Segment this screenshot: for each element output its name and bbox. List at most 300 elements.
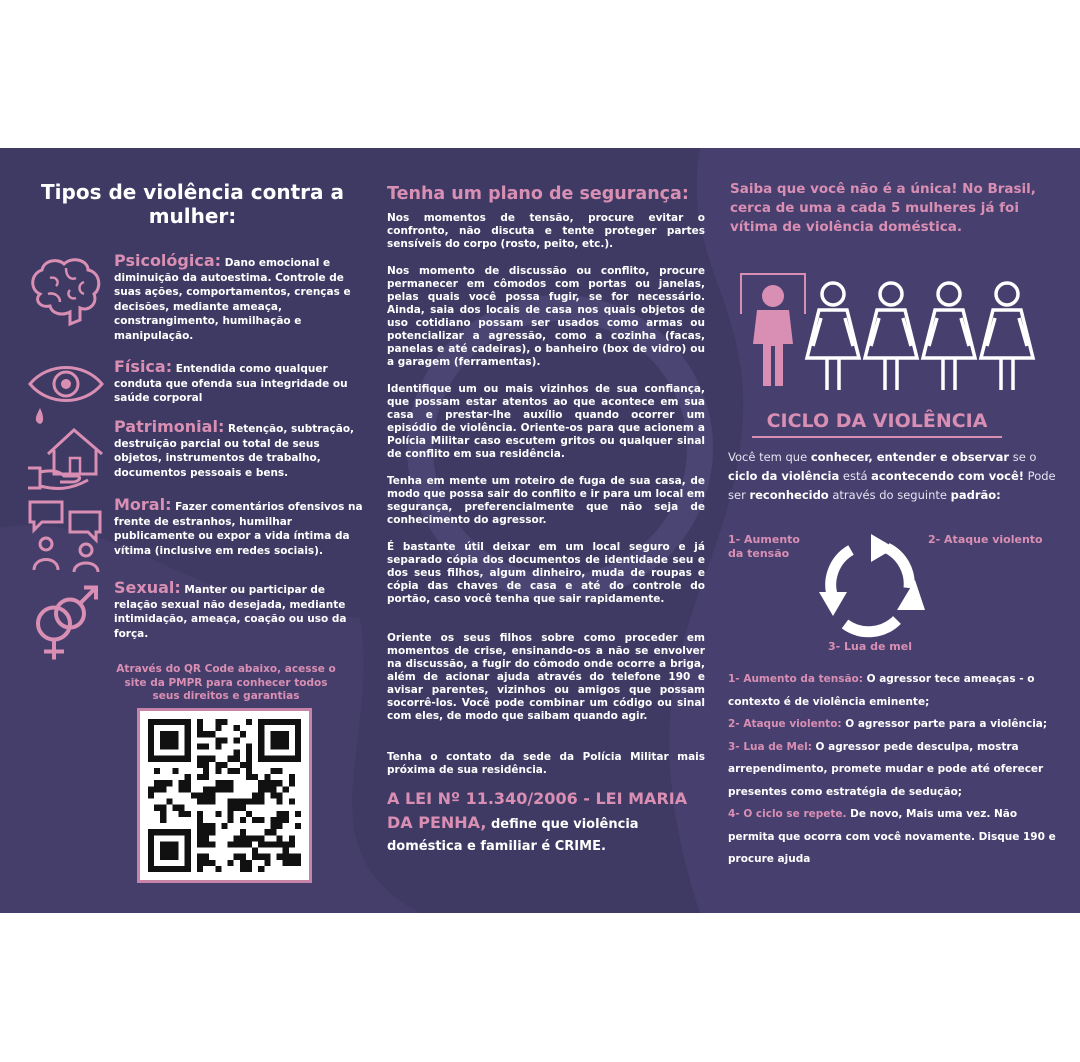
gender-symbols-icon bbox=[26, 581, 106, 666]
qr-module bbox=[295, 811, 301, 817]
qr-module bbox=[148, 854, 154, 860]
qr-module bbox=[197, 774, 203, 780]
qr-module bbox=[246, 743, 252, 749]
qr-module bbox=[258, 780, 264, 786]
qr-module bbox=[172, 737, 178, 743]
qr-module bbox=[283, 743, 289, 749]
qr-module bbox=[283, 848, 289, 854]
qr-module bbox=[197, 866, 203, 872]
qr-module bbox=[148, 719, 154, 725]
qr-module bbox=[148, 725, 154, 731]
qr-module bbox=[258, 756, 264, 762]
qr-module bbox=[215, 780, 221, 786]
qr-module bbox=[148, 866, 154, 872]
qr-module bbox=[295, 719, 301, 725]
qr-module bbox=[148, 743, 154, 749]
qr-module bbox=[270, 731, 276, 737]
qr-module bbox=[277, 792, 283, 798]
qr-module bbox=[166, 799, 172, 805]
qr-module bbox=[172, 829, 178, 835]
qr-module bbox=[295, 854, 301, 860]
safety-plan-paragraph: Identifique um ou mais vizinhos de sua confiança, que possam estar atentos ao que acontece em sua casa e prestar-lhe auxílio quando ocorrer um episódio de violência. Oriente-os para que acionem a Polícia Militar caso escutem gritos ou qualquer sinal de conflito em sua residência. bbox=[387, 383, 705, 460]
safety-plan-paragraph: Nos momentos de tensão, procure evitar o confronto, não discuta e tente proteger partes sensíveis do corpo (rosto, peito, etc.). bbox=[387, 212, 705, 250]
qr-module bbox=[166, 756, 172, 762]
qr-module bbox=[197, 762, 203, 768]
qr-module bbox=[283, 841, 289, 847]
safety-plan-paragraph: É bastante útil deixar em um local seguro e já separado cópia dos documentos de identidade seu e dos seus filhos, algum dinheiro, muda de roupas e cópia das chaves de casa e até do controle do portão, caso você tenha que sair rapidamente. bbox=[387, 541, 705, 605]
qr-module bbox=[148, 792, 154, 798]
qr-module bbox=[270, 841, 276, 847]
qr-module bbox=[270, 786, 276, 792]
qr-module bbox=[295, 750, 301, 756]
qr-module bbox=[203, 762, 209, 768]
qr-module bbox=[172, 854, 178, 860]
violence-type-description: Entendida como qualquer conduta que ofenda sua integridade ou saúde corporal bbox=[114, 363, 348, 404]
qr-module bbox=[240, 829, 246, 835]
cycle-intro: Você tem que conhecer, entender e observar se o ciclo da violência está acontecendo com você! Pode ser reconhecido através do seguinte padrão: bbox=[728, 450, 1056, 502]
qr-module bbox=[270, 823, 276, 829]
qr-module bbox=[240, 860, 246, 866]
phase-label-attack: 2- Ataque violento bbox=[928, 533, 1043, 546]
violence-types-column bbox=[0, 148, 370, 913]
qr-module bbox=[209, 792, 215, 798]
qr-module bbox=[166, 743, 172, 749]
cycle-arrows-icon bbox=[805, 528, 935, 643]
qr-module bbox=[185, 780, 191, 786]
qr-module bbox=[258, 731, 264, 737]
qr-module bbox=[154, 866, 160, 872]
qr-module bbox=[295, 725, 301, 731]
qr-module bbox=[166, 854, 172, 860]
qr-module bbox=[264, 780, 270, 786]
qr-module bbox=[148, 756, 154, 762]
qr-module bbox=[154, 786, 160, 792]
qr-module bbox=[148, 829, 154, 835]
qr-module bbox=[277, 841, 283, 847]
violence-type-name: Psicológica: bbox=[114, 251, 222, 270]
qr-module bbox=[270, 743, 276, 749]
qr-module bbox=[240, 866, 246, 872]
qr-module bbox=[148, 835, 154, 841]
qr-module bbox=[172, 768, 178, 774]
qr-module bbox=[154, 780, 160, 786]
qr-module bbox=[197, 743, 203, 749]
qr-module bbox=[197, 817, 203, 823]
woman-figure-outline bbox=[865, 283, 917, 390]
woman-figure-highlighted bbox=[753, 285, 793, 386]
qr-module bbox=[148, 731, 154, 737]
qr-module bbox=[277, 817, 283, 823]
qr-module bbox=[166, 737, 172, 743]
qr-module bbox=[215, 866, 221, 872]
qr-module bbox=[258, 719, 264, 725]
qr-module bbox=[277, 854, 283, 860]
cycle-column bbox=[720, 148, 1080, 913]
qr-module bbox=[160, 829, 166, 835]
qr-module bbox=[295, 823, 301, 829]
qr-module bbox=[172, 848, 178, 854]
qr-module bbox=[203, 786, 209, 792]
qr-module bbox=[185, 725, 191, 731]
qr-module bbox=[240, 854, 246, 860]
qr-module bbox=[166, 848, 172, 854]
qr-module bbox=[179, 719, 185, 725]
qr-module bbox=[185, 848, 191, 854]
qr-module bbox=[185, 743, 191, 749]
qr-module bbox=[283, 737, 289, 743]
qr-module bbox=[289, 841, 295, 847]
qr-module bbox=[270, 792, 276, 798]
qr-module bbox=[160, 743, 166, 749]
safety-plan-paragraph: Nos momento de discussão ou conflito, procure permanecer em cômodos com portas ou janelas, pelas quais você possa fugir, se for necessário. Ainda, saia dos locais de casa nos quais objetos de uso cotidiano possam ser usados como armas ou potencializar a agressão, como a cozinha (facas, panelas e até cadeiras), o banheiro (box de vidro) ou a garagem (ferramentas). bbox=[387, 265, 705, 368]
qr-module bbox=[221, 719, 227, 725]
qr-module bbox=[258, 725, 264, 731]
qr-module bbox=[246, 860, 252, 866]
qr-module bbox=[197, 823, 203, 829]
qr-module bbox=[160, 731, 166, 737]
qr-module bbox=[160, 805, 166, 811]
qr-module bbox=[215, 719, 221, 725]
qr-module bbox=[258, 854, 264, 860]
qr-module bbox=[197, 731, 203, 737]
violence-type-name: Patrimonial: bbox=[114, 417, 225, 436]
cycle-title: CICLO DA VIOLÊNCIA bbox=[752, 410, 1002, 438]
qr-module bbox=[295, 737, 301, 743]
violence-type-name: Física: bbox=[114, 357, 173, 376]
qr-module bbox=[148, 786, 154, 792]
qr-module bbox=[234, 756, 240, 762]
qr-module bbox=[264, 860, 270, 866]
qr-module bbox=[197, 719, 203, 725]
qr-module bbox=[203, 799, 209, 805]
law-title: A LEI Nº 11.340/2006 - LEI MARIA DA PENHA, bbox=[387, 789, 688, 832]
qr-module bbox=[240, 799, 246, 805]
qr-module bbox=[283, 817, 289, 823]
qr-module bbox=[172, 719, 178, 725]
violence-type-name: Moral: bbox=[114, 495, 172, 514]
qr-module bbox=[203, 854, 209, 860]
qr-module bbox=[289, 799, 295, 805]
qr-module bbox=[264, 774, 270, 780]
qr-module bbox=[172, 866, 178, 872]
qr-module bbox=[283, 854, 289, 860]
qr-module bbox=[197, 854, 203, 860]
qr-module bbox=[209, 731, 215, 737]
qr-module bbox=[270, 829, 276, 835]
qr-module bbox=[289, 719, 295, 725]
phase-item: 4- O ciclo se repete. De novo, Mais uma vez. Não permita que ocorra com você novamente. Disque 190 e procure ajuda bbox=[728, 808, 1056, 865]
qr-code[interactable] bbox=[137, 708, 312, 883]
qr-module bbox=[277, 768, 283, 774]
qr-module bbox=[179, 780, 185, 786]
qr-module bbox=[203, 774, 209, 780]
safety-plan-paragraph: Tenha em mente um roteiro de fuga de sua casa, de modo que possa sair do conflito e ir para um local em segurança, preferencialmente que não seja de conhecimento do agressor. bbox=[387, 475, 705, 526]
qr-module bbox=[179, 805, 185, 811]
qr-module bbox=[185, 786, 191, 792]
qr-module bbox=[228, 756, 234, 762]
qr-module bbox=[197, 841, 203, 847]
qr-module bbox=[166, 780, 172, 786]
qr-module bbox=[277, 823, 283, 829]
qr-module bbox=[283, 786, 289, 792]
woman-figure-outline bbox=[923, 283, 975, 390]
qr-module bbox=[277, 811, 283, 817]
qr-module bbox=[215, 762, 221, 768]
qr-module bbox=[246, 768, 252, 774]
qr-module bbox=[154, 829, 160, 835]
qr-module bbox=[240, 835, 246, 841]
qr-module bbox=[197, 835, 203, 841]
qr-module bbox=[179, 811, 185, 817]
qr-module bbox=[191, 792, 197, 798]
qr-module bbox=[240, 817, 246, 823]
qr-module bbox=[203, 823, 209, 829]
qr-module bbox=[246, 756, 252, 762]
qr-module bbox=[221, 737, 227, 743]
qr-module bbox=[258, 792, 264, 798]
qr-module bbox=[246, 762, 252, 768]
qr-module bbox=[203, 841, 209, 847]
safety-plan-title: Tenha um plano de segurança: bbox=[387, 184, 689, 204]
qr-module bbox=[197, 860, 203, 866]
qr-module bbox=[277, 780, 283, 786]
qr-module bbox=[160, 780, 166, 786]
qr-module bbox=[258, 750, 264, 756]
qr-module bbox=[148, 737, 154, 743]
qr-module bbox=[234, 737, 240, 743]
qr-module bbox=[277, 737, 283, 743]
phase-label-honeymoon: 3- Lua de mel bbox=[828, 640, 912, 653]
qr-module bbox=[215, 725, 221, 731]
qr-module bbox=[234, 841, 240, 847]
qr-module bbox=[246, 719, 252, 725]
qr-module bbox=[252, 774, 258, 780]
qr-module bbox=[264, 829, 270, 835]
qr-module bbox=[246, 811, 252, 817]
violence-type-description: Manter ou participar de relação sexual não desejada, mediante intimidação, ameaça, coação ou uso da força. bbox=[114, 584, 347, 640]
qr-module bbox=[209, 786, 215, 792]
qr-module bbox=[252, 817, 258, 823]
qr-module bbox=[148, 841, 154, 847]
maria-da-penha-law bbox=[387, 788, 717, 858]
qr-module bbox=[277, 731, 283, 737]
qr-module bbox=[148, 848, 154, 854]
qr-module bbox=[154, 756, 160, 762]
qr-module bbox=[277, 719, 283, 725]
qr-module bbox=[179, 866, 185, 872]
qr-module bbox=[185, 841, 191, 847]
qr-module bbox=[258, 743, 264, 749]
qr-module bbox=[252, 835, 258, 841]
qr-module bbox=[228, 799, 234, 805]
qr-module bbox=[252, 792, 258, 798]
qr-module bbox=[270, 737, 276, 743]
qr-module bbox=[246, 841, 252, 847]
qr-module bbox=[234, 768, 240, 774]
qr-module bbox=[277, 743, 283, 749]
qr-module bbox=[252, 848, 258, 854]
qr-module bbox=[221, 780, 227, 786]
qr-module bbox=[154, 805, 160, 811]
qr-module bbox=[295, 860, 301, 866]
leaflet-panel bbox=[0, 148, 1080, 913]
qr-module bbox=[185, 731, 191, 737]
qr-module bbox=[240, 841, 246, 847]
qr-module bbox=[160, 719, 166, 725]
qr-module bbox=[215, 737, 221, 743]
qr-module bbox=[221, 786, 227, 792]
qr-module bbox=[270, 817, 276, 823]
qr-caption: Através do QR Code abaixo, acesse o site da PMPR para conhecer todos seus direitos e garantias bbox=[116, 663, 336, 702]
qr-module bbox=[197, 811, 203, 817]
qr-module bbox=[234, 725, 240, 731]
qr-module bbox=[289, 774, 295, 780]
qr-module bbox=[221, 823, 227, 829]
phase-label-tension: 1- Aumento da tensão bbox=[728, 533, 800, 560]
qr-module bbox=[295, 743, 301, 749]
qr-module bbox=[172, 756, 178, 762]
qr-module bbox=[166, 866, 172, 872]
qr-module bbox=[270, 768, 276, 774]
law-text: define que violência doméstica e familiar é CRIME. bbox=[387, 817, 639, 854]
qr-module bbox=[172, 743, 178, 749]
qr-module bbox=[209, 841, 215, 847]
house-hand-icon bbox=[26, 420, 106, 495]
qr-module bbox=[246, 750, 252, 756]
violence-type-name: Sexual: bbox=[114, 578, 181, 597]
qr-module bbox=[197, 756, 203, 762]
qr-module bbox=[148, 860, 154, 866]
not-alone-message: Saiba que você não é a única! No Brasil, cerca de uma a cada 5 mulheres já foi vítima de violência doméstica. bbox=[730, 181, 1036, 235]
qr-module bbox=[185, 774, 191, 780]
qr-module bbox=[172, 841, 178, 847]
qr-module bbox=[166, 841, 172, 847]
qr-module bbox=[295, 731, 301, 737]
qr-module bbox=[246, 799, 252, 805]
qr-module bbox=[166, 719, 172, 725]
qr-module bbox=[228, 805, 234, 811]
qr-module bbox=[264, 854, 270, 860]
qr-module bbox=[185, 719, 191, 725]
safety-plan-column bbox=[375, 148, 715, 913]
qr-module bbox=[160, 811, 166, 817]
qr-module bbox=[289, 835, 295, 841]
qr-module bbox=[258, 841, 264, 847]
safety-plan-paragraph: Tenha o contato da sede da Polícia Militar mais próxima de sua residência. bbox=[387, 751, 705, 776]
qr-module bbox=[258, 817, 264, 823]
qr-module bbox=[246, 866, 252, 872]
qr-module bbox=[283, 731, 289, 737]
qr-module bbox=[166, 829, 172, 835]
qr-module bbox=[283, 756, 289, 762]
qr-module bbox=[154, 719, 160, 725]
qr-module bbox=[277, 799, 283, 805]
qr-module bbox=[228, 780, 234, 786]
qr-module bbox=[228, 860, 234, 866]
violence-type-description: Dano emocional e diminuição da autoestima. Controle de suas ações, comportamentos, crenças e decisões, mediante ameaça, constrangimento, humilhação e manipulação. bbox=[114, 257, 351, 342]
phase-item: 1- Aumento da tensão: O agressor tece ameaças - o contexto é de violência eminente; bbox=[728, 673, 1035, 708]
qr-module bbox=[203, 792, 209, 798]
qr-module bbox=[197, 829, 203, 835]
qr-module bbox=[203, 743, 209, 749]
qr-module bbox=[203, 731, 209, 737]
qr-module bbox=[234, 750, 240, 756]
qr-module bbox=[228, 786, 234, 792]
qr-module bbox=[209, 823, 215, 829]
qr-module bbox=[228, 768, 234, 774]
qr-module bbox=[246, 774, 252, 780]
qr-module bbox=[283, 719, 289, 725]
qr-module bbox=[185, 750, 191, 756]
qr-module bbox=[185, 860, 191, 866]
qr-module bbox=[240, 762, 246, 768]
qr-module bbox=[203, 835, 209, 841]
qr-module bbox=[203, 768, 209, 774]
qr-module bbox=[185, 756, 191, 762]
qr-module bbox=[228, 817, 234, 823]
woman-figure-outline bbox=[807, 283, 859, 390]
qr-module bbox=[185, 854, 191, 860]
qr-module bbox=[289, 860, 295, 866]
safety-plan-paragraph: Oriente os seus filhos sobre como proceder em momentos de crise, ensinando-os a não se envolver na discussão, a fugir do cômodo onde ocorre a briga, além de acionar ajuda através do telefone 190 e avisar parentes, vizinhos ou amigos que possam socorrê-los. Você pode combinar um código ou sinal com eles, de modo que saibam quando agir. bbox=[387, 632, 705, 722]
qr-module bbox=[240, 805, 246, 811]
qr-module bbox=[289, 854, 295, 860]
qr-module bbox=[179, 829, 185, 835]
qr-module bbox=[185, 866, 191, 872]
qr-module bbox=[234, 854, 240, 860]
qr-module bbox=[209, 799, 215, 805]
qr-module bbox=[270, 780, 276, 786]
qr-module bbox=[264, 719, 270, 725]
cycle-phase-list bbox=[728, 668, 1063, 871]
qr-module bbox=[295, 756, 301, 762]
qr-module bbox=[283, 860, 289, 866]
qr-module bbox=[252, 854, 258, 860]
qr-module bbox=[160, 786, 166, 792]
violence-types-title: Tipos de violência contra a mulher: bbox=[41, 180, 344, 228]
qr-module bbox=[172, 805, 178, 811]
qr-module bbox=[289, 780, 295, 786]
qr-module bbox=[283, 811, 289, 817]
qr-module bbox=[234, 805, 240, 811]
brain-icon bbox=[26, 254, 106, 329]
qr-module bbox=[277, 756, 283, 762]
woman-figure-outline bbox=[981, 283, 1033, 390]
qr-module bbox=[258, 737, 264, 743]
qr-module bbox=[197, 792, 203, 798]
qr-code-image bbox=[148, 719, 301, 872]
qr-module bbox=[179, 756, 185, 762]
qr-module bbox=[264, 841, 270, 847]
phase-item: 3- Lua de Mel: O agressor pede desculpa, mostra arrependimento, promete mudar e pode até oferecer presentes como estratégia de sedução; bbox=[728, 740, 1044, 798]
qr-module bbox=[160, 841, 166, 847]
qr-module bbox=[258, 786, 264, 792]
speech-people-icon bbox=[26, 498, 106, 573]
qr-module bbox=[185, 829, 191, 835]
qr-module bbox=[270, 756, 276, 762]
qr-module bbox=[246, 835, 252, 841]
qr-module bbox=[148, 750, 154, 756]
violence-type-description: Retenção, subtração, destruição parcial ou total de seus objetos, instrumentos de trabalho, documentos pessoais e bens. bbox=[114, 423, 355, 479]
qr-module bbox=[179, 786, 185, 792]
qr-module bbox=[209, 756, 215, 762]
qr-module bbox=[160, 756, 166, 762]
qr-module bbox=[203, 860, 209, 866]
qr-module bbox=[209, 860, 215, 866]
qr-module bbox=[172, 731, 178, 737]
qr-module bbox=[160, 854, 166, 860]
qr-module bbox=[234, 835, 240, 841]
